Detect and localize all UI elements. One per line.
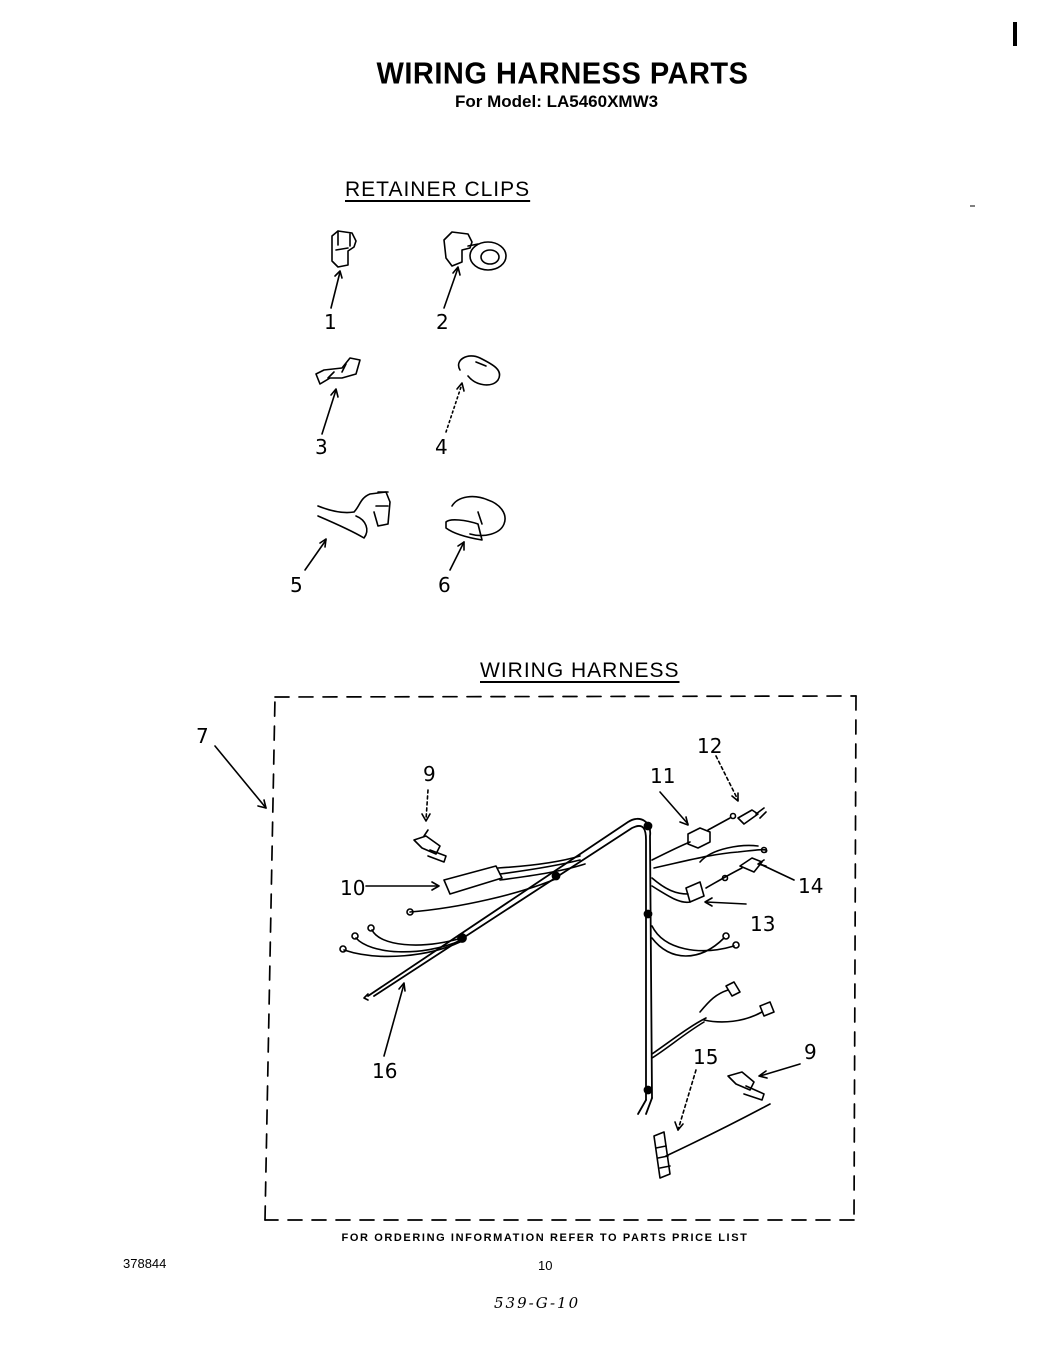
callout-15: 15: [693, 1045, 719, 1069]
wiring-harness-heading: WIRING HARNESS: [480, 659, 680, 682]
callout-9-top: 9: [423, 762, 436, 786]
clip-1-drawing: [332, 231, 356, 267]
handwritten-code: 539-G-10: [494, 1294, 581, 1312]
clip-2-drawing: [444, 232, 506, 270]
callout-10: 10: [340, 876, 366, 900]
callout-7: 7: [196, 724, 209, 748]
page-title: WIRING HARNESS PARTS: [376, 57, 749, 91]
page-number: 10: [538, 1258, 553, 1273]
callout-11: 11: [650, 764, 676, 788]
corner-mark: [1013, 22, 1017, 46]
callout-2: 2: [436, 310, 449, 334]
model-subtitle: For Model: LA5460XMW3: [455, 92, 659, 111]
callout-14: 14: [798, 874, 824, 898]
part-13-connector-drawing: [652, 878, 704, 902]
callout-4: 4: [435, 435, 448, 459]
clip-6-drawing: [446, 497, 505, 540]
retainer-clips-heading: RETAINER CLIPS: [345, 178, 531, 201]
callout-12: 12: [697, 734, 723, 758]
clip-3-drawing: [316, 358, 360, 384]
harness-frame: [265, 696, 856, 1220]
callout-3: 3: [315, 435, 328, 459]
callout-16: 16: [372, 1059, 398, 1083]
callout-1: 1: [324, 310, 337, 334]
part-12-terminal-drawing: [738, 808, 766, 824]
callout-9-bottom: 9: [804, 1040, 817, 1064]
clip-5-drawing: [318, 492, 390, 538]
harness-trunk: [368, 819, 652, 1114]
part-9-terminal-top: [414, 830, 446, 862]
clip-4-drawing: [459, 356, 500, 385]
callout-13: 13: [750, 912, 776, 936]
ordering-note: FOR ORDERING INFORMATION REFER TO PARTS PRICE LIST: [341, 1232, 749, 1244]
part-15-block-drawing: [654, 1104, 770, 1178]
callout-5: 5: [290, 573, 303, 597]
part-14-terminal-drawing: [654, 846, 767, 888]
part-16-wire-end: [364, 994, 368, 1000]
callout-6: 6: [438, 573, 451, 597]
left-wire-leads: [340, 925, 462, 956]
document-number: 378844: [123, 1256, 167, 1271]
right-wire-leads: [652, 926, 739, 956]
